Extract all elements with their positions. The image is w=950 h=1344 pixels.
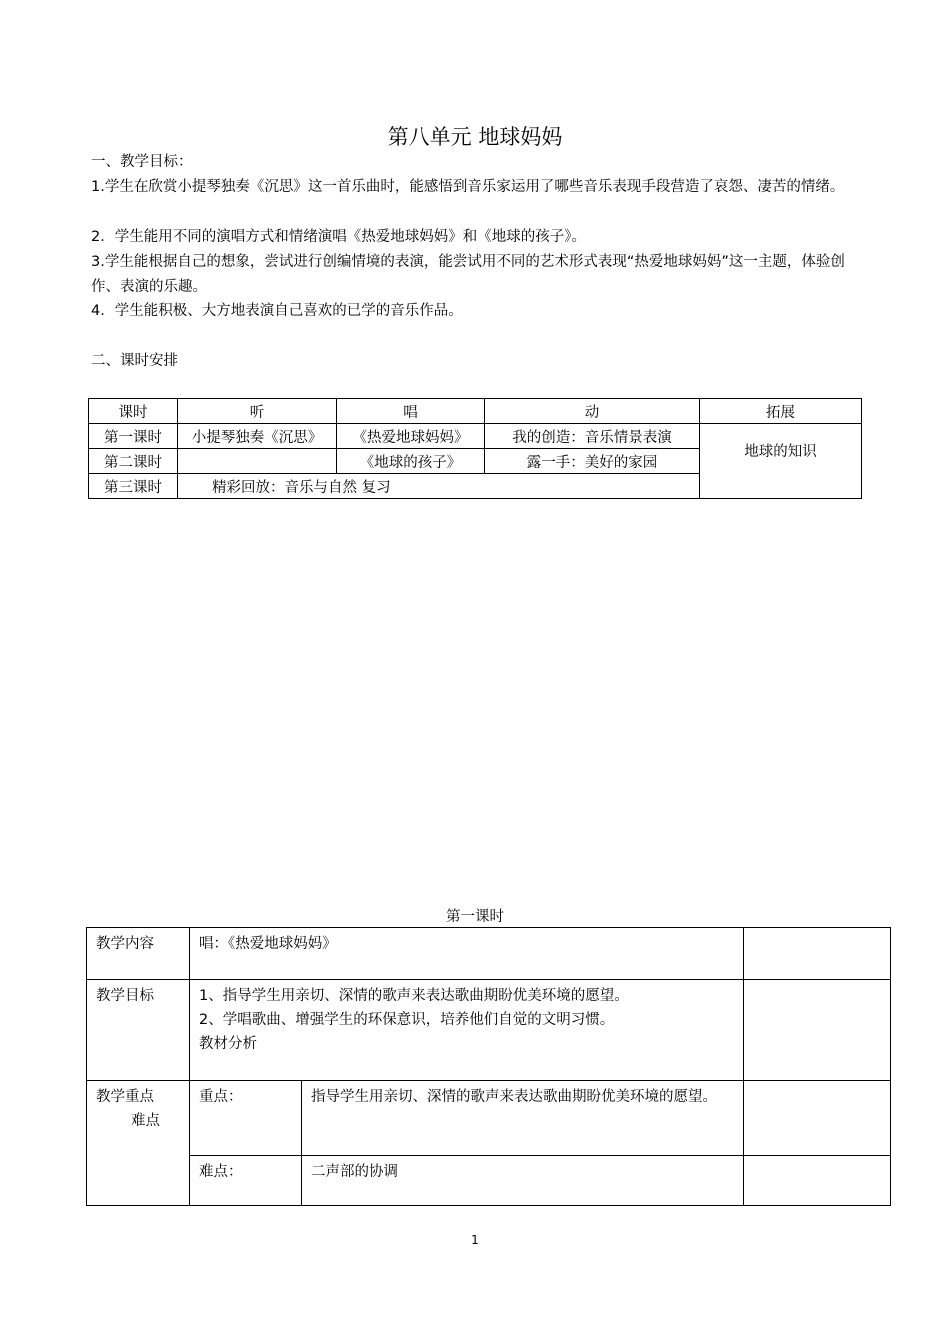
objective-item-2: 2．学生能用不同的演唱方式和情绪演唱《热爱地球妈妈》和《地球的孩子》。 [91, 229, 586, 245]
notes-cell [744, 980, 891, 1081]
table-cell: 第二课时 [89, 449, 178, 474]
notes-cell [744, 1156, 891, 1206]
goal-content [190, 980, 744, 1081]
key-label: 重点： [190, 1081, 302, 1156]
table-row [87, 980, 891, 1081]
keypoints-label-line: 教学重点 [96, 1089, 154, 1105]
objectives-heading: 一、教学目标： [91, 154, 193, 170]
table-row [89, 424, 862, 449]
lesson-table [86, 927, 891, 1206]
key-value: 指导学生用亲切、深情的歌声来表达歌曲期盼优美环境的愿望。 [302, 1081, 744, 1156]
diff-value: 二声部的协调 [302, 1156, 744, 1206]
notes-cell [744, 1081, 891, 1156]
header-cell: 唱 [337, 399, 485, 424]
objective-item-1: 1.学生在欣赏小提琴独奏《沉思》这一首乐曲时，能感悟到音乐家运用了哪些音乐表现手段营造了哀怨、凄苦的情绪。 [91, 179, 845, 195]
goal-line: 教材分析 [199, 1036, 257, 1052]
diff-label: 难点： [190, 1156, 302, 1206]
page-number: 1 [471, 1233, 479, 1247]
table-cell: 我的创造：音乐情景表演 [485, 424, 700, 449]
table-cell: 第一课时 [89, 424, 178, 449]
table-cell: 第三课时 [89, 474, 178, 499]
table-cell [178, 449, 337, 474]
extension-cell: 地球的知识 [700, 424, 862, 499]
page-title: 第八单元 地球妈妈 [387, 125, 563, 149]
table-cell: 精彩回放：音乐与自然 复习 [178, 474, 700, 499]
content-value: 唱：《热爱地球妈妈》 [190, 928, 744, 980]
schedule-table [88, 398, 862, 499]
table-cell: 《热爱地球妈妈》 [337, 424, 485, 449]
notes-cell [744, 928, 891, 980]
table-row [87, 928, 891, 980]
header-cell: 听 [178, 399, 337, 424]
lesson-heading: 第一课时 [446, 909, 504, 925]
table-row [89, 399, 862, 424]
keypoints-label-line: 难点 [131, 1113, 160, 1129]
table-cell: 露一手：美好的家园 [485, 449, 700, 474]
header-cell: 动 [485, 399, 700, 424]
goal-line: 1、指导学生用亲切、深情的歌声来表达歌曲期盼优美环境的愿望。 [199, 988, 629, 1004]
objective-item-4: 4．学生能积极、大方地表演自己喜欢的已学的音乐作品。 [91, 303, 463, 319]
table-row [87, 1156, 891, 1206]
goal-label: 教学目标 [87, 980, 190, 1081]
header-cell: 课时 [89, 399, 178, 424]
goal-line: 2、学唱歌曲、增强学生的环保意识，培养他们自觉的文明习惯。 [199, 1012, 615, 1028]
table-cell: 小提琴独奏《沉思》 [178, 424, 337, 449]
keypoints-label [87, 1081, 190, 1206]
schedule-heading: 二、课时安排 [91, 353, 178, 369]
table-cell: 《地球的孩子》 [337, 449, 485, 474]
objective-item-3: 3.学生能根据自己的想象，尝试进行创编情境的表演，能尝试用不同的艺术形式表现“热爱地球妈妈”这一主题，体验创作、表演的乐趣。 [91, 254, 845, 295]
header-cell: 拓展 [700, 399, 862, 424]
table-row [87, 1081, 891, 1156]
content-label: 教学内容 [87, 928, 190, 980]
